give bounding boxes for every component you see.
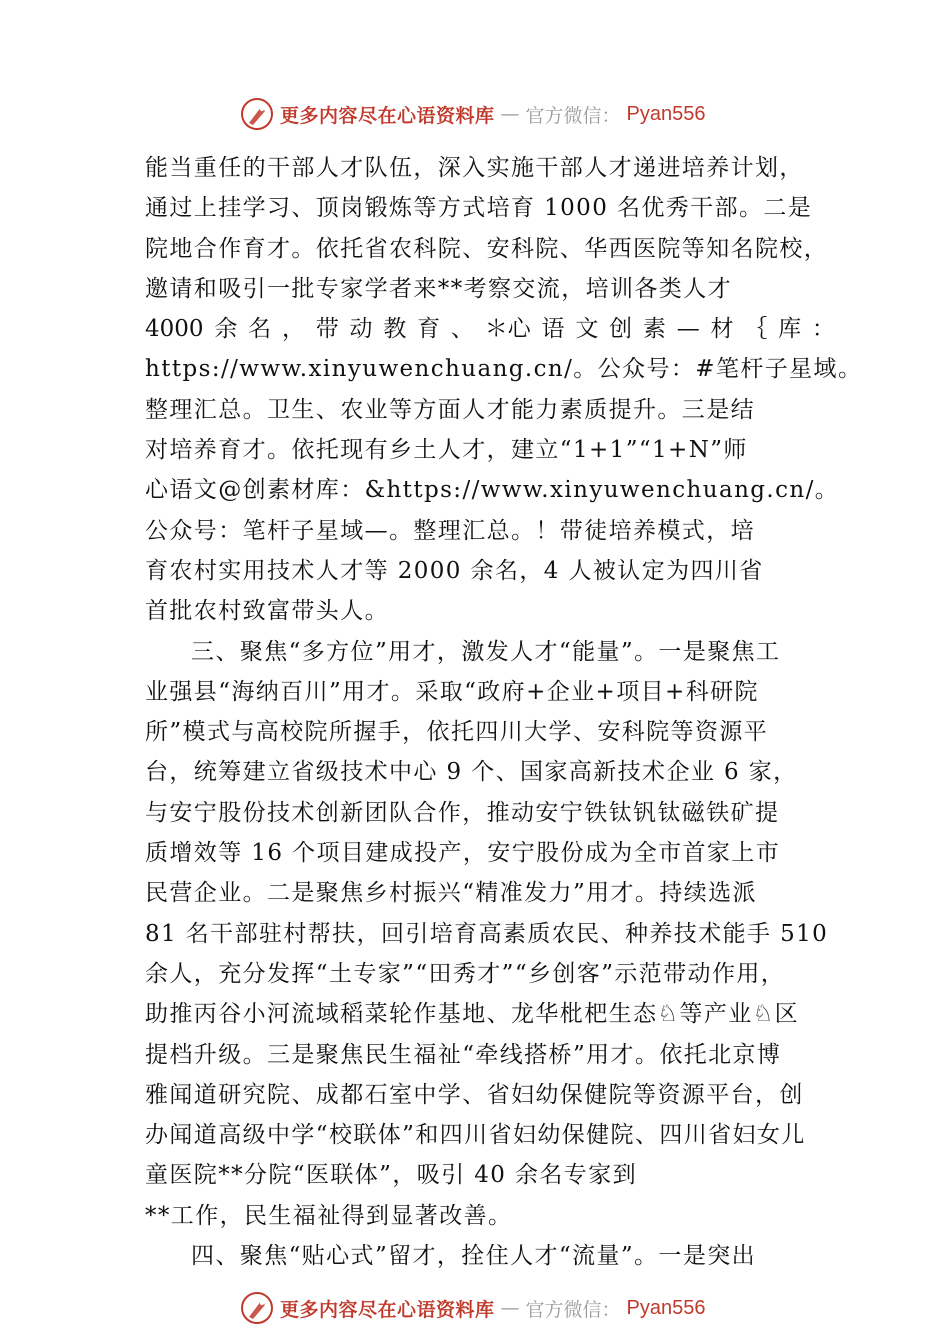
spaced-token: 动: [349, 316, 373, 343]
footer-banner: [240, 1290, 706, 1326]
wechat-label: 官方微信：: [525, 1298, 621, 1321]
body-line-10: 公众号：笔杆子星域—。整理汇总。！带徒培养模式，培: [145, 517, 755, 544]
spaced-token: 材: [710, 316, 734, 343]
wechat-id: Pyan556: [626, 102, 706, 125]
spaced-token: ，: [281, 316, 305, 343]
body-line-3: 院地合作育才。依托省农科院、安科院、华西医院等知名院校，: [145, 235, 829, 262]
body-line-6: https://www.xinyuwenchuang.cn/。公众号：#笔杆子星域。: [145, 356, 863, 383]
header-banner: [240, 96, 706, 132]
spaced-token: 库: [778, 316, 802, 343]
body-line-24: 雅闻道研究院、成都石室中学、省妇幼保健院等资源平台，创: [145, 1081, 804, 1108]
spaced-token: 名: [248, 316, 272, 343]
body-line-8: 对培养育才。依托现有乡土人才，建立“1+1”“1+N”师: [145, 437, 748, 464]
spaced-token: ＊心: [484, 316, 531, 343]
body-line-1: 能当重任的干部人才队伍，深入实施干部人才递进培养计划，: [145, 155, 804, 181]
body-line-26: 童医院**分院“医联体”，吸引 40 余名专家到: [145, 1162, 638, 1189]
spaced-token: 育: [417, 316, 441, 343]
site-name-text: 更多内容尽在心语资料库: [280, 1298, 495, 1321]
spaced-token: 语: [541, 316, 565, 343]
site-name-text: 更多内容尽在心语资料库: [280, 104, 495, 127]
banner-dash: —: [500, 1297, 520, 1319]
spaced-token: —: [676, 316, 700, 343]
body-line-19: 民营企业。二是聚焦乡村振兴“精准发力”用才。持续选派: [145, 880, 757, 907]
spaced-token: 文: [575, 316, 599, 343]
spaced-token: 素: [642, 316, 666, 343]
body-line-23: 提档升级。三是聚焦民生福祉“牵线搭桥”用才。依托北京博: [145, 1041, 782, 1068]
body-line-22: 助推丙谷小河流域稻菜轮作基地、龙华枇杷生态♘等产业♘区: [145, 1001, 800, 1028]
wechat-id: Pyan556: [626, 1296, 706, 1319]
body-line-20: 81 名干部驻村帮扶，回引培育高素质农民、种养技术能手 510: [145, 920, 829, 947]
section-heading-three: 三、聚焦“多方位”用才，激发人才“能量”。一是聚焦工: [191, 638, 781, 665]
body-line-11: 育农村实用技术人才等 2000 余名，4 人被认定为四川省: [145, 557, 764, 584]
body-line-4: 邀请和吸引一批专家学者来**考察交流，培训各类人才: [145, 275, 732, 302]
body-line-9: 心语文@创素材库：&https://www.xinyuwenchuang.cn/。: [145, 477, 840, 504]
wechat-label: 官方微信：: [525, 104, 621, 127]
body-line-14: 业强县“海纳百川”用才。采取“政府+企业+项目+科研院: [145, 678, 759, 705]
spaced-token: 教: [383, 316, 407, 343]
pen-nib-logo-icon: [240, 1291, 274, 1325]
spaced-token: 带: [315, 316, 339, 343]
body-line-2: 通过上挂学习、顶岗锻炼等方式培育 1000 名优秀干部。二是: [145, 195, 813, 222]
body-line-5-spaced: [145, 309, 835, 349]
body-line-12: 首批农村致富带头人。: [145, 598, 389, 625]
body-line-16: 台，统筹建立省级技术中心 9 个、国家高新技术企业 6 家，: [145, 759, 798, 786]
spaced-token: ：: [811, 316, 835, 343]
spaced-token: 创: [609, 316, 633, 343]
body-line-17: 与安宁股份技术创新团队合作，推动安宁铁钛钒钛磁铁矿提: [145, 799, 780, 826]
body-line-18: 质增效等 16 个项目建成投产，安宁股份成为全市首家上市: [145, 840, 781, 867]
spaced-token: 、: [450, 316, 474, 343]
pen-nib-logo-icon: [240, 97, 274, 131]
document-body: [145, 148, 863, 1276]
body-line-25: 办闻道高级中学“校联体”和四川省妇幼保健院、四川省妇女儿: [145, 1122, 806, 1149]
section-heading-four: 四、聚焦“贴心式”留才，拴住人才“流量”。一是突出: [191, 1243, 757, 1270]
spaced-token: 4000: [145, 316, 204, 343]
body-line-27: **工作，民生福祉得到显著改善。: [145, 1202, 513, 1229]
spaced-token: 余: [214, 316, 238, 343]
body-line-15: 所”模式与高校院所握手，依托四川大学、安科院等资源平: [145, 719, 769, 746]
body-line-7: 整理汇总。卫生、农业等方面人才能力素质提升。三是结: [145, 396, 755, 423]
spaced-token: ｛: [744, 316, 768, 343]
body-line-21: 余人，充分发挥“土专家”“田秀才”“乡创客”示范带动作用，: [145, 960, 786, 987]
banner-dash: —: [500, 103, 520, 125]
